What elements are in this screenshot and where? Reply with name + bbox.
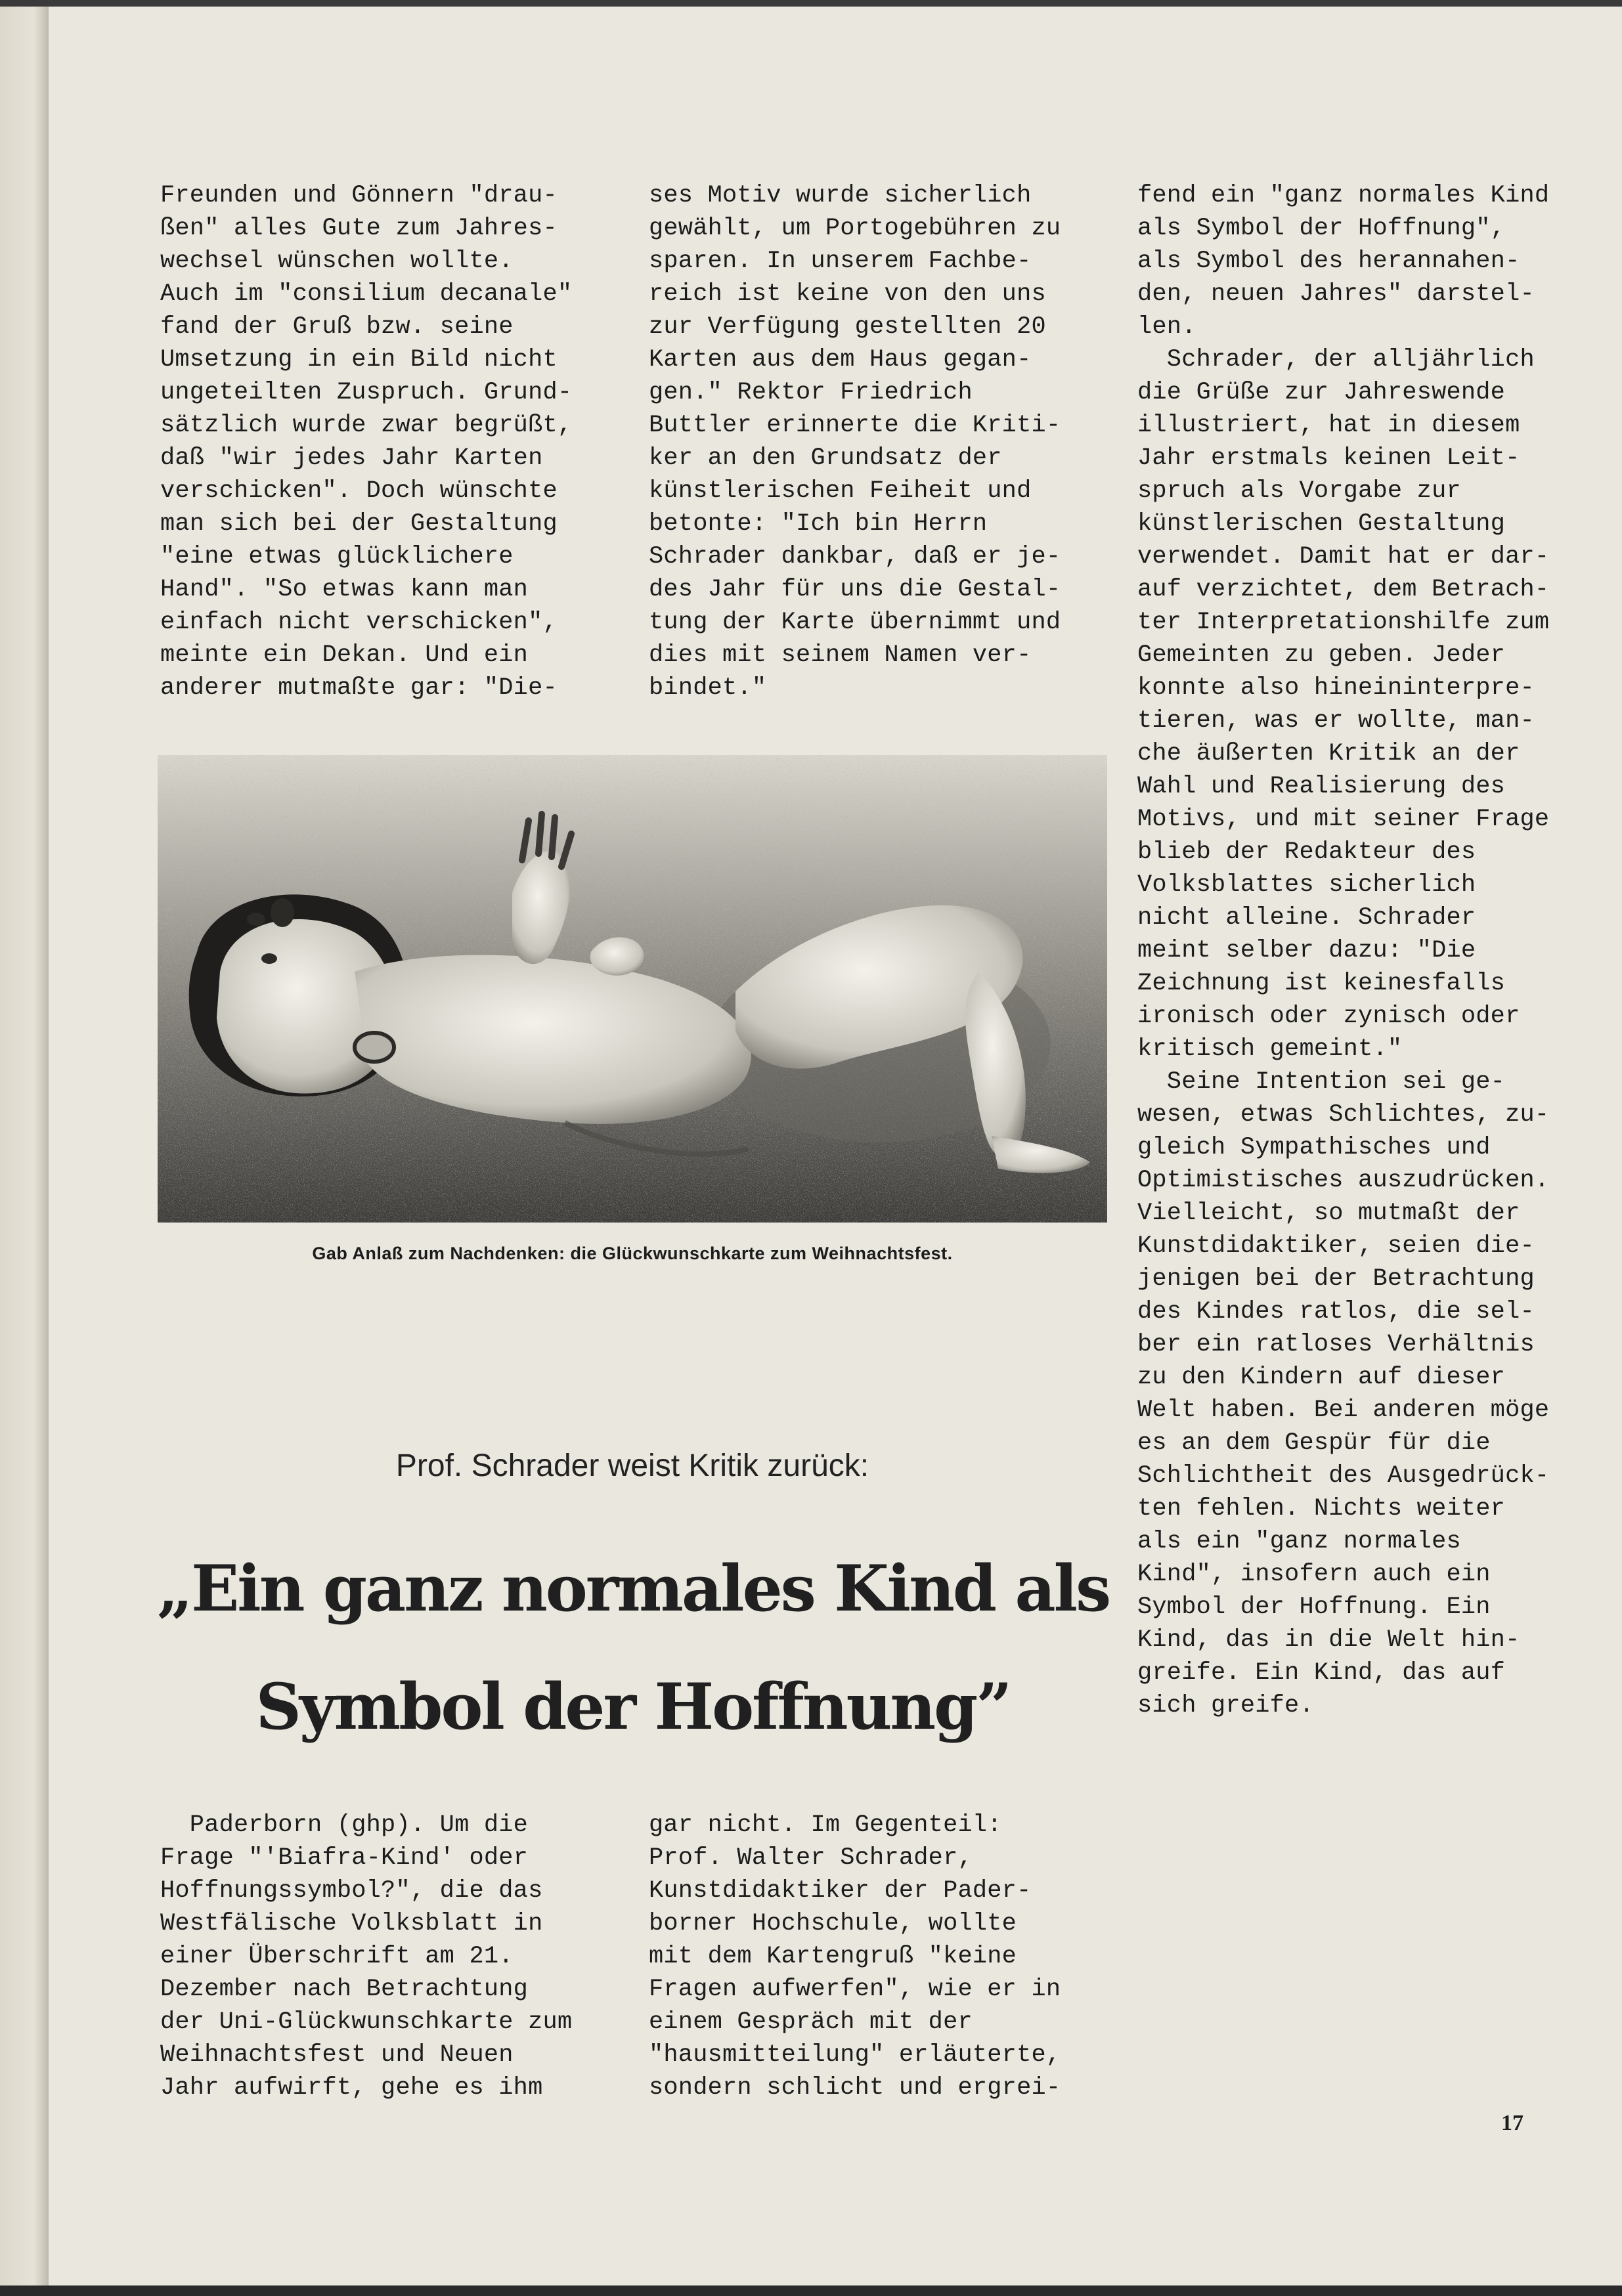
scan-top-edge: [0, 0, 1622, 7]
article-column-4: Paderborn (ghp). Um die Frage "'Biafra-Kind' oder Hoffnungssymbol?", die das Westfälische Volksblatt in einer Überschrift am 21. Dezember nach Betrachtung der Uni-Glückwunschkarte zum Weihnachtsfest und Neuen Jahr aufwirft, gehe es ihm: [160, 1811, 573, 2102]
binding-spine: [0, 7, 49, 2285]
photo-caption: Gab Anlaß zum Nachdenken: die Glückwunschkarte zum Weihnachtsfest.: [312, 1244, 953, 1263]
article-column-2: ses Motiv wurde sicherlich gewählt, um Portogebühren zu sparen. In unserem Fachbe- reich ist keine von den uns zur Verfügung gestellten 20 Karten aus dem Haus gegan- gen." Rektor Friedrich Buttler erinnerte die Kriti- ker an den Grundsatz der künstlerischen Feiheit und betonte: "Ich bin Herrn Schrader dankbar, daß er je- des Jahr für uns die Gestal- tung der Karte übernimmt und dies mit seinem Namen ver- bindet.": [649, 182, 1061, 702]
headline-line-2: Symbol der Hoffnung”: [255, 1670, 1011, 1744]
scan-bottom-edge: [0, 2285, 1622, 2296]
headline-kicker: Prof. Schrader weist Kritik zurück:: [395, 1448, 869, 1483]
headline: [141, 1530, 1126, 1766]
article-column-5: gar nicht. Im Gegenteil: Prof. Walter Schrader, Kunstdidaktiker der Pader- borner Hochschule, wollte mit dem Kartengruß "keine Fragen aufwerfen", wie er in einem Gespräch mit der "hausmitteilung" erläuterte, sondern schlicht und ergrei-: [649, 1811, 1061, 2102]
article-column-1: Freunden und Gönnern "drau- ßen" alles Gute zum Jahres- wechsel wünschen wollte. Auch im "consilium decanale" fand der Gruß bzw. seine Umsetzung in ein Bild nicht ungeteilten Zuspruch. Grund- sätzlich wurde zwar begrüßt, daß "wir jedes Jahr Karten verschicken". Doch wünschte man sich bei der Gestaltung "eine etwas glücklichere Hand". "So etwas kann man einfach nicht verschicken", meinte ein Dekan. Und ein anderer mutmaßte gar: "Die-: [160, 182, 573, 702]
page-number: 17: [1501, 2111, 1523, 2135]
greeting-card-baby-illustration: [158, 755, 1107, 1223]
article-column-3: fend ein "ganz normales Kind als Symbol der Hoffnung", als Symbol des herannahen- den, neuen Jahres" darstel- len. Schrader, der alljährlich die Grüße zur Jahreswende illustriert, hat in diesem Jahr erstmals keinen Leit- spruch als Vorgabe zur künstlerischen Gestaltung verwendet. Damit hat er dar- auf verzichtet, dem Betrach- ter Interpretationshilfe zum Gemeinten zu geben. Jeder konnte also hineininterpre- tieren, was er wollte, man- che äußerten Kritik an der Wahl und Realisierung des Motivs, und mit seiner Frage blieb der Redakteur des Volksblattes sicherlich nicht alleine. Schrader meint selber dazu: "Die Zeichnung ist keinesfalls ironisch oder zynisch oder kritisch gemeint." Seine Intention sei ge- wesen, etwas Schlichtes, zu- gleich Sympathisches und Optimistisches auszudrücken. Vielleicht, so mutmaßt der Kunstdidaktiker, seien die- jenigen bei der Betrachtung des Kindes ratlos, die sel- ber ein ratloses Verhältnis zu den Kindern auf dieser Welt haben. Bei anderen möge es an dem Gespür für die Schlichtheit des Ausgedrück- ten fehlen. Nichts weiter als ein "ganz normales Kind", insofern auch ein Symbol der Hoffnung. Ein Kind, das in die Welt hin- greife. Ein Kind, das auf sich greife.: [1137, 182, 1550, 1720]
headline-line-1: „Ein ganz normales Kind als: [156, 1551, 1110, 1626]
magazine-page: [49, 7, 1622, 2285]
